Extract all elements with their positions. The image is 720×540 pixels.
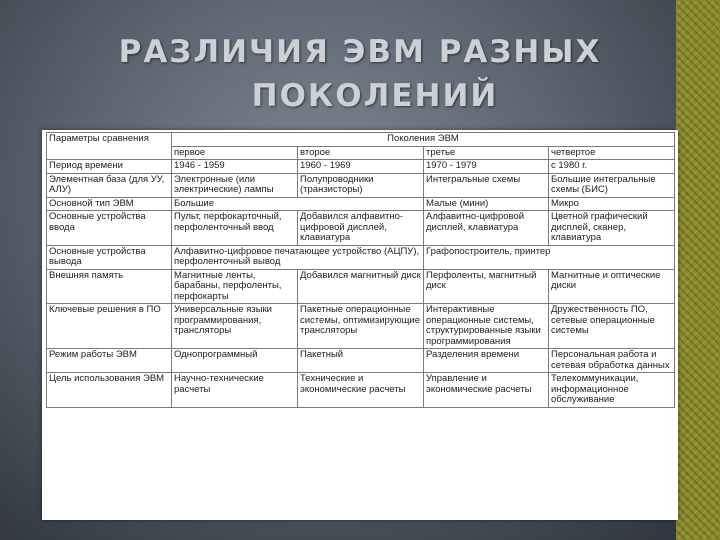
row-label-cell: Основные устройства ввода — [47, 211, 172, 246]
row-label-cell: Элементная база (для УУ, АЛУ) — [47, 173, 172, 197]
table-cell: Цветной графический дисплей, сканер, клавиатура — [549, 211, 675, 246]
table-cell: Однопрограммный — [172, 349, 298, 373]
table-row — [47, 373, 675, 408]
row-label-cell: Внешняя память — [47, 269, 172, 304]
table-cell: 1946 - 1959 — [172, 160, 298, 174]
row-label-cell: Основные устройства вывода — [47, 245, 172, 269]
table-row — [47, 160, 675, 174]
table-row — [47, 349, 675, 373]
header-param-cell: Параметры сравнения — [47, 133, 172, 160]
header-gen3-cell: третье — [424, 146, 549, 160]
table-cell: Управление и экономические расчеты — [424, 373, 549, 408]
table-cell: Микро — [549, 197, 675, 211]
comparison-table-image — [42, 130, 678, 520]
table-row — [47, 269, 675, 304]
table-cell: Технические и экономические расчеты — [298, 373, 424, 408]
table-cell: Полупроводники (транзисторы) — [298, 173, 424, 197]
row-label-cell: Ключевые решения в ПО — [47, 304, 172, 349]
table-cell: Графопостроитель, принтер — [424, 245, 675, 269]
table-row — [47, 197, 675, 211]
row-label-cell: Основной тип ЭВМ — [47, 197, 172, 211]
table-cell: Добавился алфавитно-цифровой дисплей, клавиатура — [298, 211, 424, 246]
table-cell: Персональная работа и сетевая обработка данных — [549, 349, 675, 373]
table-cell: Интегральные схемы — [424, 173, 549, 197]
table-cell: Магнитные и оптические диски — [549, 269, 675, 304]
table-cell: 1970 - 1979 — [424, 160, 549, 174]
table-cell: Алфавитно-цифровое печатающее устройство (АЦПУ), перфоленточный вывод — [172, 245, 424, 269]
table-row — [47, 211, 675, 246]
table-cell: с 1980 г. — [549, 160, 675, 174]
table-cell: 1960 - 1969 — [298, 160, 424, 174]
table-cell: Дружественность ПО, сетевые операционные системы — [549, 304, 675, 349]
comparison-table — [46, 132, 675, 408]
table-row — [47, 245, 675, 269]
row-label-cell: Режим работы ЭВМ — [47, 349, 172, 373]
table-cell: Добавился магнитный диск — [298, 269, 424, 304]
table-cell: Большие — [172, 197, 424, 211]
header-gen2-cell: второе — [298, 146, 424, 160]
table-cell: Электронные (или электрические) лампы — [172, 173, 298, 197]
table-cell: Большие интегральные схемы (БИС) — [549, 173, 675, 197]
table-cell: Магнитные ленты, барабаны, перфоленты, перфокарты — [172, 269, 298, 304]
table-cell: Универсальные языки программирования, трансляторы — [172, 304, 298, 349]
table-row-header — [47, 133, 675, 147]
table-cell: Разделения времени — [424, 349, 549, 373]
header-generations-cell: Поколения ЭВМ — [172, 133, 675, 147]
table-row — [47, 304, 675, 349]
row-label-cell: Цель использования ЭВМ — [47, 373, 172, 408]
table-cell: Интерактивные операционные системы, структурированные языки программирования — [424, 304, 549, 349]
table-cell: Малые (мини) — [424, 197, 549, 211]
table-cell: Научно-технические расчеты — [172, 373, 298, 408]
table-cell: Пакетные операционные системы, оптимизирующие трансляторы — [298, 304, 424, 349]
table-row — [47, 173, 675, 197]
title-line-2: ПОКОЛЕНИЙ — [251, 78, 499, 114]
row-label-cell: Период времени — [47, 160, 172, 174]
table-cell: Алфавитно-цифровой дисплей, клавиатура — [424, 211, 549, 246]
table-cell: Телекоммуникации, информационное обслуживание — [549, 373, 675, 408]
slide-title — [0, 30, 720, 118]
table-cell: Перфоленты, магнитный диск — [424, 269, 549, 304]
table-cell: Пульт, перфокарточный, перфоленточный ввод — [172, 211, 298, 246]
header-gen4-cell: четвертое — [549, 146, 675, 160]
table-cell: Пакетный — [298, 349, 424, 373]
title-line-1: РАЗЛИЧИЯ ЭВМ РАЗНЫХ — [118, 34, 602, 70]
header-gen1-cell: первое — [172, 146, 298, 160]
